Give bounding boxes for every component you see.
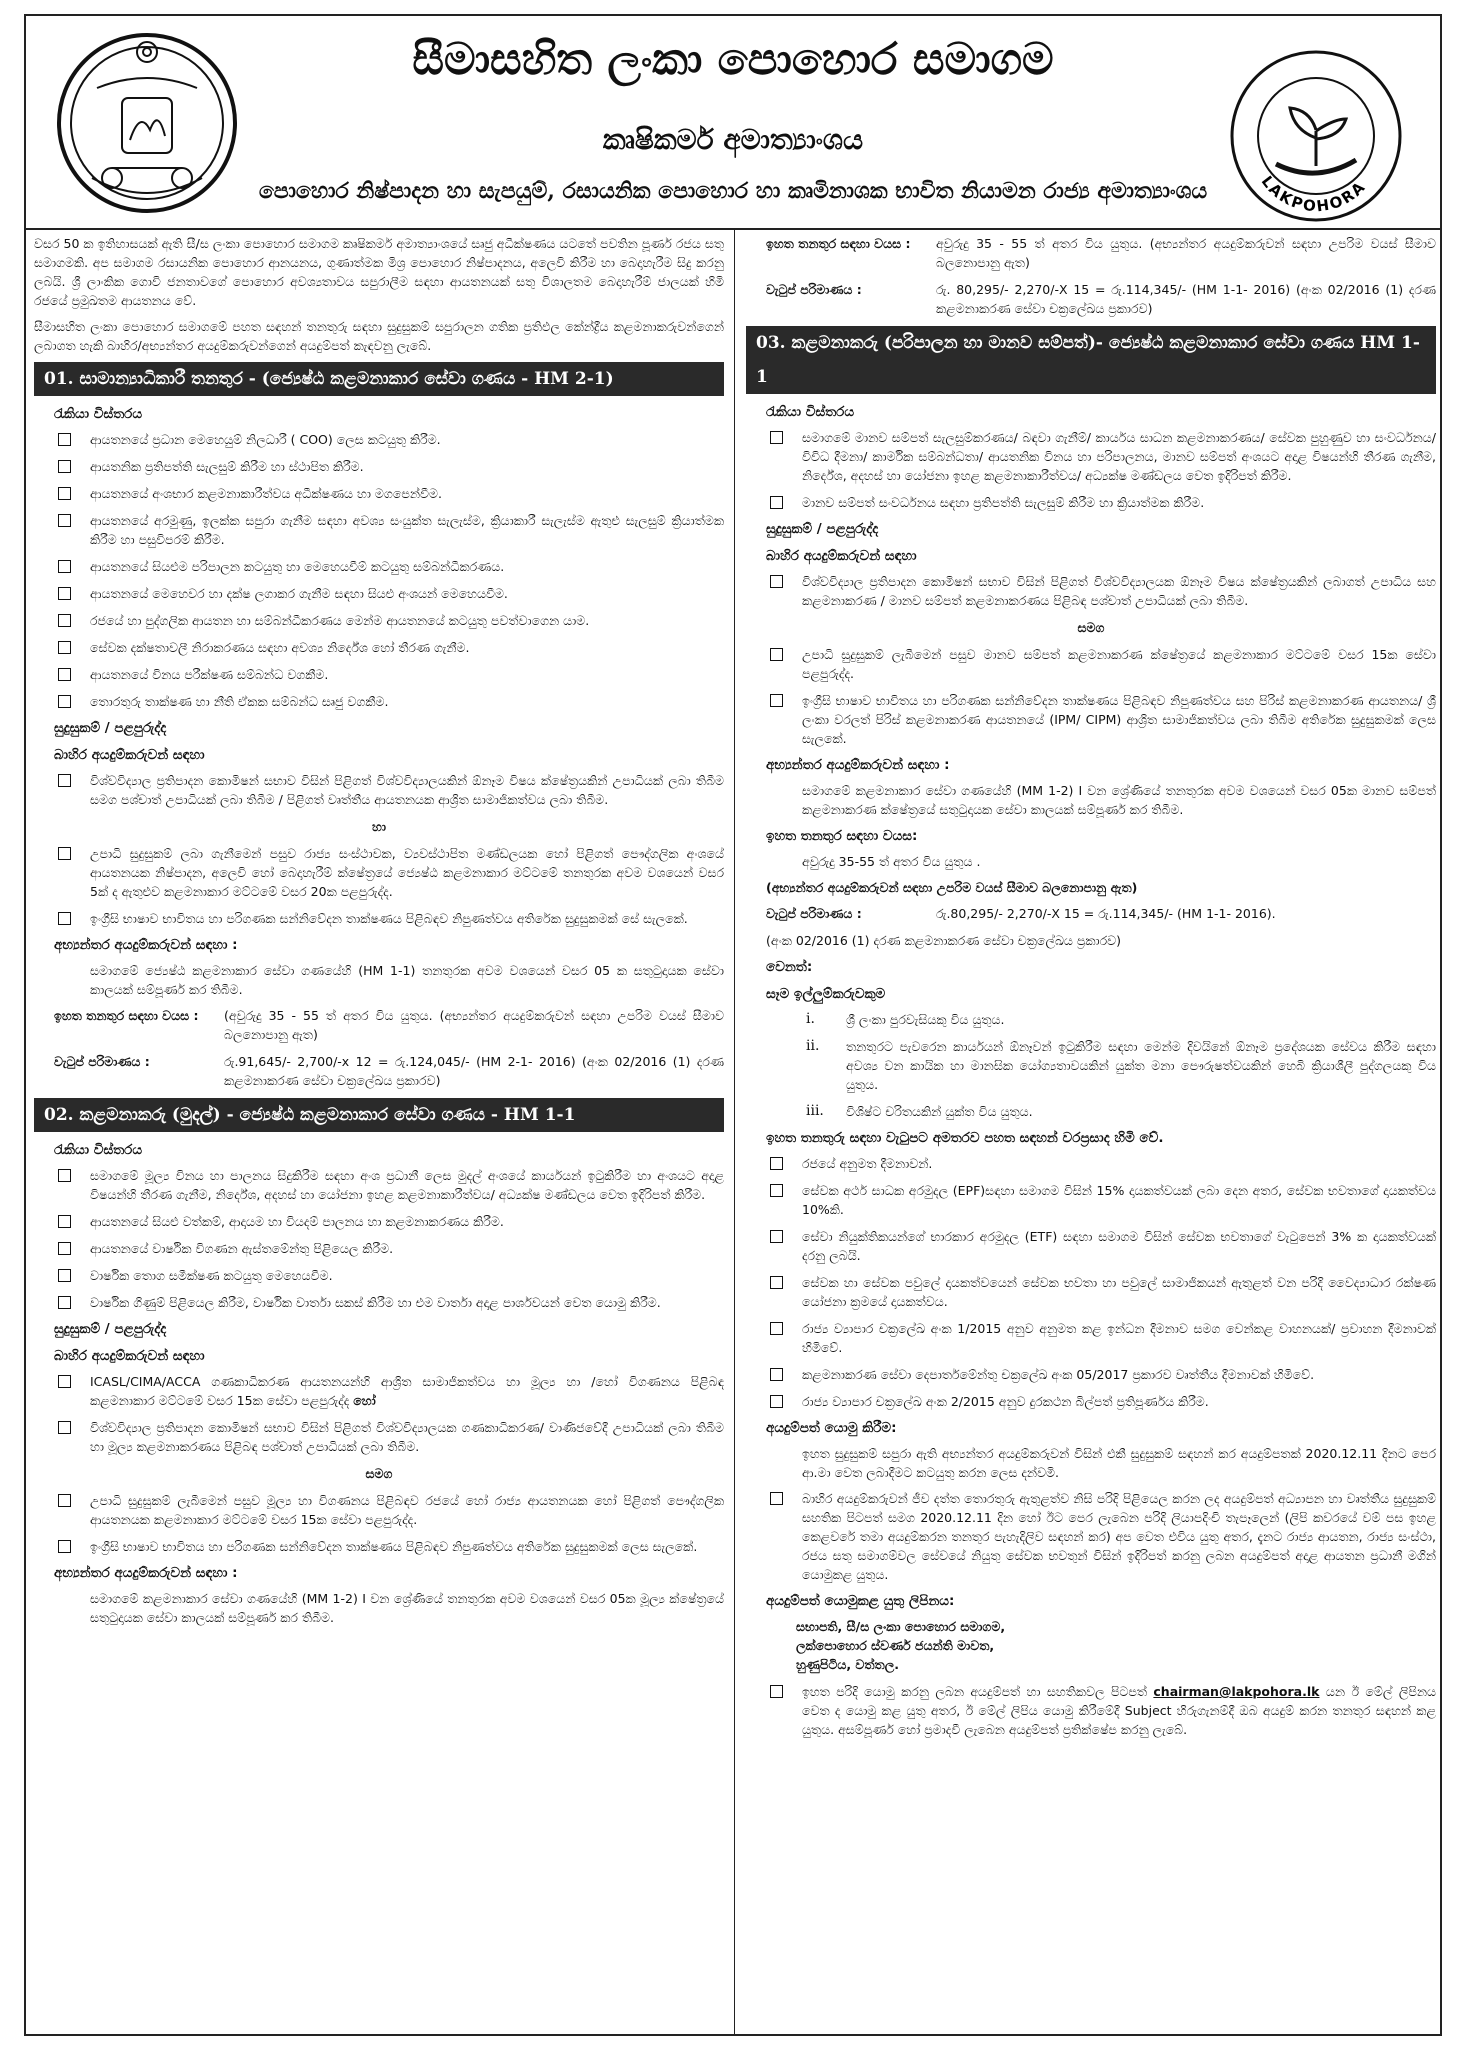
list-item: ඉංග්‍රීසි භාෂාව භාවිතය හා පරිගණක සන්නිවේදන තාක්ෂණය පිළිබඳව නිපුණත්වය අතිරේක සුදුසුකමක් සේ සැලකේ.	[34, 909, 724, 928]
application-text: ඉහත සුදුසුකම් සපුරා ඇති අභ්‍යන්තර අයදුම්කරුවන් විසින් එකී සුදුසුකම් සඳහන් කර අයදුම්පතක් 2020.12.11 දිනට පෙර ආ.මා වෙත ලබාදීමට කටයුතු කරන ලෙස දන්වමි.	[802, 1446, 1436, 1480]
list-item: ආයතනයේ අරමුණු, ඉලක්ක සපුරා ගැනීම සඳහා අවශ්‍ය සංයුක්ත සැලැස්ම, ක්‍රියාකාරී සැලැස්ම ඇතුළු සැලසුම් ක්‍රියාත්මක කිරීම හා පසුවිපරම් කිරීම.	[34, 511, 724, 549]
checkbox-icon	[58, 587, 71, 600]
internal-heading: අභ්‍යන්තර අයදුම්කරුවන් සඳහා :	[54, 937, 238, 953]
checkbox-icon	[58, 1375, 71, 1388]
list-item: සේවක හා සේවක පවුලේ දායකත්වයෙන් සේවක භවතා හා පවුලේ සාමාජිකයන් ඇතුළත් වන පරිදි වෛද්‍යාධාර රක්ෂණ යෝජනා ක්‍රමයේ දායකත්වය.	[746, 1273, 1436, 1311]
state-ministry-title: පොහොර නිෂ්පාදන හා සැපයුම්, රසායනික පොහොර හා කෘමිනාශක භාවිත නියාමන රාජ්‍ය අමාත්‍යාංශය	[258, 178, 1208, 204]
list-item: ආයතනයේ සියළු වත්කම්, ආදායම හා වියදම් පාලනය හා කළමනාකරණය කිරීම.	[34, 1212, 724, 1231]
state-emblem-icon	[52, 28, 242, 218]
internal-heading: අභ්‍යන්තර අයදුම්කරුවන් සඳහා :	[54, 1565, 238, 1581]
checkbox-icon	[58, 560, 71, 573]
checkbox-icon	[770, 1157, 783, 1170]
checkbox-icon	[58, 1269, 71, 1282]
application-heading: අයදුම්පත් යොමු කිරීම:	[766, 1420, 897, 1436]
and-label: හා	[372, 819, 386, 834]
duties-heading: රැකියා විස්තරය	[54, 406, 143, 422]
checkbox-icon	[770, 648, 783, 661]
intro-paragraph: වසර 50 ක ඉතිහාසයක් ඇති සී/ස ලංකා පොහොර සමාගම කෘෂිකර්ම අමාත්‍යාංශයේ සෘජු අධීක්ෂණය යටතේ පවතින පූර්ණ රජය සතු සමාගමකි. අප සමාගම රසායනික පොහොර ආනයනය, ගුණාත්මක මිශ්‍ර පොහොර නිෂ්පාදනය, අලෙවි කිරීම හා බෙදාහැරීම සිදු කරනු ලබයි. ශ්‍රී ලාංකික ගොවි ජනතාවගේ පොහොර අවශ්‍යතාවය සපුරාලීම සඳහා ආයතනයක් සතු විශාලතම බෙදාහැරීම් ජාලයක් හිමි රජයේ ප්‍රමුඛතම ආයතනය වේ.	[34, 236, 724, 308]
list-item: විශ්වවිද්‍යාල ප්‍රතිපාදන කොමිෂන් සභාව විසින් පිළිගත් විශ්වවිද්‍යාලයකින් ඕනෑම විෂය ක්ෂේත්‍රයකින් උපාධියක් ලබා තිබීම සමග පශ්චාත් උපාධියක් ලබා තිබීම / පිළිගත් වෘත්තීය ආයතනයක ආශ්‍රිත සාමාජිකත්වය ලබා තිබීම.	[34, 771, 724, 809]
checkbox-icon	[58, 668, 71, 681]
checkbox-icon	[770, 1322, 783, 1335]
address-line: සභාපති, සී/ස ලංකා පොහොර සමාගම,	[796, 1619, 1006, 1634]
checkbox-icon	[58, 695, 71, 708]
checkbox-icon	[58, 460, 71, 473]
list-item: බාහිර අයදුම්කරුවන් ජීව දත්ත තොරතුරු ඇතුළත්ව නිසි පරිදි පිළියෙල කරන ලද අයදුම්පත් අධ්‍යාපන හා වෘත්තීය සුදුසුකම් සහතික පිටපත් සමග 2020.12.11 දින හෝ ඊට පෙර ලැබෙන පරිදි ලියාපදිංචි තැපෑලෙන් (ලිපි කවරයේ වම් පස ඉහළ කෙළවරේ තමා අයදුම්කරන තනතුර පැහැදිලිව සඳහන් කර) අප වෙත එවිය යුතු අතර, දැනට රාජ්‍ය ආයතන, රාජ්‍ය සංස්ථා, රජය සතු සමාගම්වල සේවයේ නියුතු සේවක භවතුන් විසින් ඉදිරිපත් කරනු ලබන අයදුම්පත් අදාළ ආයතන ප්‍රධානී මගින් යොමුකළ යුතුය.	[746, 1489, 1436, 1584]
checkbox-icon	[58, 1540, 71, 1553]
column-divider	[734, 230, 735, 2036]
list-item: ආයතනයේ අංශභාර කළමනාකාරීත්වය අධීක්ෂණය හා මගපෙන්වීම.	[34, 484, 724, 503]
along-label: සමග	[1077, 620, 1105, 635]
list-item: ආයතනයේ සියළුම පරිපාලන කටයුතු හා මෙහෙයවීම් කටයුතු සම්බන්ධීකරණය.	[34, 557, 724, 576]
list-item: සේවා නියුක්තිකයන්ගේ භාරකාර අරමුදල (ETF) සඳහා සමාගම විසින් සේවක භවතාගේ වැටුපෙන් 3% ක දායකත්වයක් දරනු ලබයි.	[746, 1227, 1436, 1265]
list-item: තොරතුරු තාක්ෂණ හා නීති ඒකක සම්බන්ධ සෘජු වගකීම.	[34, 692, 724, 711]
checkbox-icon	[58, 1296, 71, 1309]
quals-heading: සුදුසුකම් / පළපුරුද්ද	[54, 1321, 167, 1337]
checkbox-icon	[770, 1368, 783, 1381]
list-item: i. ශ්‍රී ලංකා පුරවැසියකු විය යුතුය.	[806, 1011, 1005, 1027]
address-line: හුණුපිටිය, වත්තල.	[796, 1657, 899, 1672]
external-heading: බාහිර අයදුම්කරුවන් සඳහා	[766, 548, 917, 564]
list-item: කළමනාකරණ සේවා දෙපාර්තමේන්තු චක්‍රලේඛ අංක 05/2017 ප්‍රකාරව වෘත්තීය දීමනාවක් හිමිවේ.	[746, 1365, 1436, 1384]
external-heading: බාහිර අයදුම්කරුවන් සඳහා	[54, 747, 205, 763]
list-item: රාජ්‍ය ව්‍යාපාර චක්‍රලේඛ අංක 1/2015 අනුව අනුමත කළ ඉන්ධන දීමනාව සමග වෙන්කළ වාහනයක්/ ප්‍රවාහන දීමනාවක් හිමිවේ.	[746, 1319, 1436, 1357]
intro-paragraph: සීමාසහිත ලංකා පොහොර සමාගමේ පහත සඳහන් තනතුරු සඳහා සුදුසුකම් සපුරාලන ගතික ප්‍රතිඵල කේන්ද්‍රීය කළමනාකරුවන්ගෙන් ලබාගත හැකි බාහිර/අභ්‍යන්තර අයදුම්කරුවන්ගෙන් අයදුම්පත් කැඳවනු ලැබේ.	[34, 319, 724, 353]
list-item: ආයතනයේ ප්‍රධාන මෙහෙයුම් නිලධාරී ( COO) ලෙස කටයුතු කිරීම.	[34, 430, 724, 449]
list-item: ආයතනයේ විනය පරීක්ෂණ සම්බන්ධ වගකීම.	[34, 665, 724, 684]
list-item: වාර්ෂික ගිණුම් පිළියෙල කිරීම, වාර්ෂික වාර්තා සකස් කිරීම හා එම වාර්තා අදාළ පාර්ශවයන් වෙත යොමු කිරීම.	[34, 1293, 724, 1312]
checkbox-icon	[770, 1230, 783, 1243]
list-item: රජයේ අනුමත දීමනාවන්.	[746, 1154, 1436, 1173]
age-row: ඉහත තනතුර සඳහා වයස : අවුරුදු 35 - 55 ත් අතර විය යුතුය. (අභ්‍යන්තර අයදුම්කරුවන් සඳහා උපරිම වයස් සීමාව බලනොපානු ඇත)	[766, 236, 1436, 270]
address-heading: අයදුම්පත් යොමුකළ යුතු ලිපිනය:	[766, 1593, 955, 1609]
list-item: උපාධි සුදුසුකම් ලැබීමෙන් පසුව මූල්‍ය හා විගණනය පිළිබඳව රජයේ හෝ රාජ්‍ය ආයතනයක හෝ පිළිගත් පෞද්ගලික ආයතනයක කළමනාකාර මට්ටමේ වසර 15ක සේවා පළපුරුද්ද.	[34, 1491, 724, 1529]
common-heading: සෑම ඉල්ලුම්කරුවකුම	[766, 986, 886, 1002]
checkbox-icon	[58, 641, 71, 654]
list-item: උපාධි සුදුසුකම් ලැබීමෙන් පසුව මානව සම්පත් කළමනාකරණ ක්ෂේත්‍රයේ කළමනාකාර මට්ටමේ වසර 15ක සේවා පළපුරුද්ද.	[746, 645, 1436, 683]
internal-text: සමාගමේ ජ්‍යෙෂ්ඨ කළමනාකාර සේවා ගණයේහි (HM 1-1) තනතුරක අවම වශයෙන් වසර 05 ක සතුටුදායක සේවා කාලයක් සම්පූර්ණ කර තිබීම.	[90, 963, 724, 997]
company-title: සීමාසහිත ලංකා පොහොර සමාගම	[412, 34, 1054, 85]
list-item: ඉංග්‍රීසි භාෂාව භාවිතය හා පරිගණක සන්නිවේදන තාක්ෂණය පිළිබඳව නිපුණත්වය අතිරේක සුදුසුකමක් ලෙස සැලකේ.	[34, 1537, 724, 1556]
age-heading: ඉහත තනතුර සඳහා වයස:	[766, 828, 918, 844]
list-item: සේවක දක්ෂතාවලී නිරාකරණය සඳහා අවශ්‍ය නිර්දේශ හෝ තීරණ ගැනීම.	[34, 638, 724, 657]
age-row: ඉහත තනතුර සඳහා වයස : (අවුරුදු 35 - 55 ත් අතර විය යුතුය. (අභ්‍යන්තර අයදුම්කරුවන් සඳහා උපරිම වයස් සීමාව බලනොපානු ඇත)	[54, 1008, 724, 1042]
list-item: විශ්වවිද්‍යාල ප්‍රතිපාදන කොමිෂන් සභාව විසින් පිළිගත් විශ්වවිද්‍යාලයක ඕනෑම විෂය ක්ෂේත්‍රයකින් ලබාගත් උපාධිය සහ කළමනාකරණ / මානව සම්පත් කළමනාකරණය පිළිබඳ පශ්චාත් උපාධියක් ලබා තිබීම.	[746, 572, 1436, 610]
checkbox-icon	[58, 433, 71, 446]
checkbox-icon	[770, 575, 783, 588]
salary-row: වැටුප් පරිමාණය : රු. 80,295/- 2,270/-X 15 = රු.114,345/- (HM 1-1- 2016) (අංක 02/2016 (1) දරණ කළමනාකරණ සේවා චක්‍රලේඛය ප්‍රකාරව)	[766, 282, 1436, 316]
checkbox-icon	[58, 1494, 71, 1507]
quals-heading: සුදුසුකම් / පළපුරුද්ද	[766, 521, 879, 537]
checkbox-icon	[58, 774, 71, 787]
quals-heading: සුදුසුකම් / පළපුරුද්ද	[54, 720, 167, 736]
checkbox-icon	[58, 1215, 71, 1228]
list-item: මානව සම්පත් සංවර්ධනය සඳහා ප්‍රතිපත්ති සැලසුම් කිරීම හා ක්‍රියාත්මක කිරීම.	[746, 493, 1436, 512]
salary-row: වැටුප් පරිමාණය : රු.80,295/- 2,270/-X 15 = රු.114,345/- (HM 1-1- 2016).	[766, 906, 1276, 921]
benefits-heading: ඉහත තනතුරු සඳහා වැටුපට අමතරව පහත සඳහන් වරප්‍රසාද හිමි වේ.	[766, 1130, 1164, 1146]
list-item: උපාධි සුදුසුකම් ලබා ගැනීමෙන් පසුව රාජ්‍ය සංස්ථාවක, ව්‍යවස්ථාපිත මණ්ඩලයක හෝ පිළිගත් පෞද්ගලික අංශයේ ආයතනයක නිෂ්පාදන, අලෙවි හෝ බෙදාහැරීම් ක්ෂේත්‍රයේ ජ්‍යෙෂ්ඨ කළමනාකාර මට්ටමේ තනතුරක අවම වශයෙන් වසර 5ක් ද ඇතුළුව කළමනාකාර මට්ටමේ වසර 20ක පළපුරුද්ද.	[34, 844, 724, 901]
checkbox-icon	[770, 1395, 783, 1408]
internal-text: සමාගමේ කළමනාකාර සේවා ගණයේහි (MM 1-2) I වන ශ්‍රේණියේ තනතුරක අවම වශයෙන් වසර 05ක මානව සම්පත් කළමනාකරණ ක්ෂේත්‍රයේ සතුටුදායක සේවා කාලයක් සම්පූර්ණ කර තිබීම.	[802, 783, 1436, 817]
section-3-title: 03. කළමනාකරු (පරිපාලන හා මානව සම්පත්)- ජ්‍යෙෂ්ඨ කළමනාකාර සේවා ගණය HM 1-1	[746, 326, 1436, 394]
list-item: ආයතනයේ මෙහෙවර හා දක්ෂ ලගාකර ගැනීම සඳහා සියළු අංශයන් මෙහෙයවීම.	[34, 584, 724, 603]
internal-text: සමාගමේ කළමනාකාර සේවා ගණයේහි (MM 1-2) I වන ශ්‍රේණියේ තනතුරක අවම වශයෙන් වසර 05ක මූල්‍ය ක්ෂේත්‍රයේ සතුටුදායක සේවා කාලයක් සම්පූර්ණ කර තිබීම.	[90, 1591, 724, 1625]
other-heading: වෙනත්:	[766, 959, 813, 975]
section-1-title: 01. සාමාන්‍යාධිකාරී තනතුර - (ජ්‍යෙෂ්ඨ කළමනාකාර සේවා ගණය - HM 2-1)	[34, 362, 724, 396]
checkbox-icon	[770, 496, 783, 509]
email-link[interactable]: chairman@lakpohora.lk	[1153, 1684, 1320, 1699]
list-item: ආයතනයේ වාර්ෂික විගණන ඇස්තමේන්තු පිළියෙල කිරීම.	[34, 1239, 724, 1258]
address-line: ලක්පොහොර ස්වර්ණ ජයන්ති මාවත,	[796, 1638, 995, 1653]
age-text: අවුරුදු 35-55 ත් අතර විය යුතුය .	[802, 854, 981, 869]
lakpohora-logo-icon	[1226, 46, 1406, 226]
checkbox-icon	[770, 694, 783, 707]
checkbox-icon	[770, 1685, 783, 1698]
checkbox-icon	[58, 847, 71, 860]
list-item: සමාගමේ මානව සම්පත් සැලසුම්කරණය/ බඳවා ගැනීම්/ කාර්යය සාධන කළමනාකරණය/ සේවක පුහුණුව හා සංවර්ධනය/ විවිධ දීමනා/ කාර්මික සම්බන්ධතා/ ආයතනික විනය හා පරිපාලනය, මානව සම්පත් අංශයට අදාළ විෂයන්හි තීරණ ගැනීම, නිර්දේශ, අදහස් හා යෝජනා ඉහළ කළමනාකාරීත්වය/ අධ්‍යක්ෂ මණ්ඩලය වෙත ඉදිරිපත් කිරීම.	[746, 428, 1436, 485]
external-heading: බාහිර අයදුම්කරුවන් සඳහා	[54, 1348, 205, 1364]
left-column	[34, 234, 724, 1634]
list-item: රාජ්‍ය ව්‍යාපාර චක්‍රලේඛ අංක 2/2015 අනුව දුරකථන බිල්පත් ප්‍රතිපූර්ණය කිරීම.	[746, 1392, 1436, 1411]
checkbox-icon	[770, 1492, 783, 1505]
section-1-duties	[34, 430, 724, 711]
age-note: (අභ්‍යන්තර අයදුම්කරුවන් සඳහා උපරිම වයස් සීමාව බලනොපානු ඇත)	[766, 880, 1138, 895]
checkbox-icon	[770, 1184, 783, 1197]
header	[24, 14, 1442, 230]
list-item: සේවක අර්ථ සාධක අරමුදල (EPF)සඳහා සමාගම විසින් 15% දායකත්වයක් ලබා දෙන අතර, සේවක භවතාගේ දායකත්වය 10%කි.	[746, 1181, 1436, 1219]
checkbox-icon	[770, 431, 783, 444]
checkbox-icon	[58, 1169, 71, 1182]
list-item: ආයතනික ප්‍රතිපත්ති සැලසුම් කිරීම හා ස්ථාපිත කිරීම.	[34, 457, 724, 476]
checkbox-icon	[58, 912, 71, 925]
checkbox-icon	[58, 614, 71, 627]
duties-heading: රැකියා විස්තරය	[766, 404, 855, 420]
checkbox-icon	[58, 487, 71, 500]
internal-heading: අභ්‍යන්තර අයදුම්කරුවන් සඳහා :	[766, 757, 950, 773]
salary-row: වැටුප් පරිමාණය : රු.91,645/- 2,700/-x 12 = රු.124,045/- (HM 2-1- 2016) (අංක 02/2016 (1) දරණ කළමනාකරණ සේවා චක්‍රලේඛය ප්‍රකාරව)	[54, 1054, 724, 1088]
list-item: සමාගමේ මූල්‍ය විනය හා පාලනය සිදුකිරීම සඳහා අංශ ප්‍රධානී ලෙස මුදල් අංශයේ කාර්යයන් ඉටුකිරීම හා අංශයට අදාළ විෂයන්හි තීරණ ගැනීම, නිර්දේශ, අදහස් හා යෝජනා ඉහළ කළමනාකාරීත්වය/ අධ්‍යක්ෂ මණ්ඩලය වෙත ඉදිරිපත් කිරීම.	[34, 1166, 724, 1204]
section-2-title: 02. කළමනාකරු (මුදල්) - ජ්‍යෙෂ්ඨ කළමනාකාර සේවා ගණය - HM 1-1	[34, 1098, 724, 1132]
ministry-title: කෘෂිකර්ම අමාත්‍යාංශය	[602, 123, 864, 156]
list-item: විශ්වවිද්‍යාල ප්‍රතිපාදන කොමිෂන් සභාව විසින් පිළිගත් විශ්වවිද්‍යාලයක ගණකාධිකරණ/ වාණිජවේදී උපාධියක් ලබා තිබීම හා මූල්‍ය කළමනාකරණය පිළිබඳ පශ්චාත් උපාධියක් ලබා තිබීම.	[34, 1418, 724, 1456]
list-item: ICASL/CIMA/ACCA ගණකාධිකරණ ආයතනයන්හි ආශ්‍රිත සාමාජිකත්වය හා මූල්‍ය හා /හෝ විගණනය පිළිබඳ කළමනාකාර මට්ටමේ වසර 15ක සේවා පළපුරුද්ද හෝ	[34, 1372, 724, 1410]
along-label: සමග	[365, 1466, 393, 1481]
checkbox-icon	[770, 1276, 783, 1289]
list-item: ඉංග්‍රීසි භාෂාව භාවිතය හා පරිගණක සන්නිවේදන තාක්ෂණය පිළිබඳව නිපුණත්වය සහ පිරිස් කළමනාකරණ ආයතනය/ ශ්‍රී ලංකා වරලත් පිරිස් කළමනාකරණ ආයතනයේ (IPM/ CIPM) ආශ්‍රිත සාමාජිකත්වය ලබා තිබීම අතිරේක සුදුසුකමක් ලෙස සැලකේ.	[746, 691, 1436, 748]
svg-text:LAKPOHORA: LAKPOHORA	[1257, 172, 1370, 216]
list-item: ii. තනතුරට පැවරෙන කාර්යයන් ඕනෑවන් ඉටුකිරීම සඳහා මෙන්ම දිවයිනේ ඕනෑම ප්‍රදේශයක සේවය කිරීම සඳහා අවශ්‍ය වන කායික හා මානසික යෝග්‍යතාවයකින් යුක්ත මනා පෞරුෂත්වයකින් හෙබි ක්‍රියාශීලී පුද්ගලයකු විය යුතුය.	[806, 1038, 1436, 1092]
checkbox-icon	[58, 1421, 71, 1434]
list-item: iii. විශිෂ්ට චරිතයකින් යුක්ත විය යුතුය.	[806, 1103, 1033, 1119]
duties-heading: රැකියා විස්තරය	[54, 1142, 143, 1158]
checkbox-icon	[58, 1242, 71, 1255]
salary-note: (අංක 02/2016 (1) දරණ කළමනාකරණ සේවා චක්‍රලේඛය ප්‍රකාරව)	[766, 933, 1122, 948]
list-item: වාර්ෂික තොග සමීක්ෂණ කටයුතු මෙහෙයවීම.	[34, 1266, 724, 1285]
right-column	[746, 234, 1436, 1747]
checkbox-icon	[58, 514, 71, 527]
list-item: ඉහත පරිදි යොමු කරනු ලබන අයදුම්පත් හා සහතිකවල පිටපත් chairman@lakpohora.lk යන ඊ මේල් ලිපිනය වෙත ද යොමු කළ යුතු අතර, ඊ මේල් ලිපිය යොමු කිරීමේදී Subject හිරුගැනම්දී ඔබ අයදුම් කරන තනතුර සඳහන් කළ යුතුය. අසම්පූර්ණ හෝ ප්‍රමාදවී ලැබෙන අයදුම්පත් ප්‍රතික්ෂේප කරනු ලැබේ.	[746, 1682, 1436, 1739]
list-item: රජයේ හා පුද්ගලික ආයතන හා සම්බන්ධීකරණය මෙන්ම ආයතනයේ කටයුතු පවත්වාගෙන යාම.	[34, 611, 724, 630]
